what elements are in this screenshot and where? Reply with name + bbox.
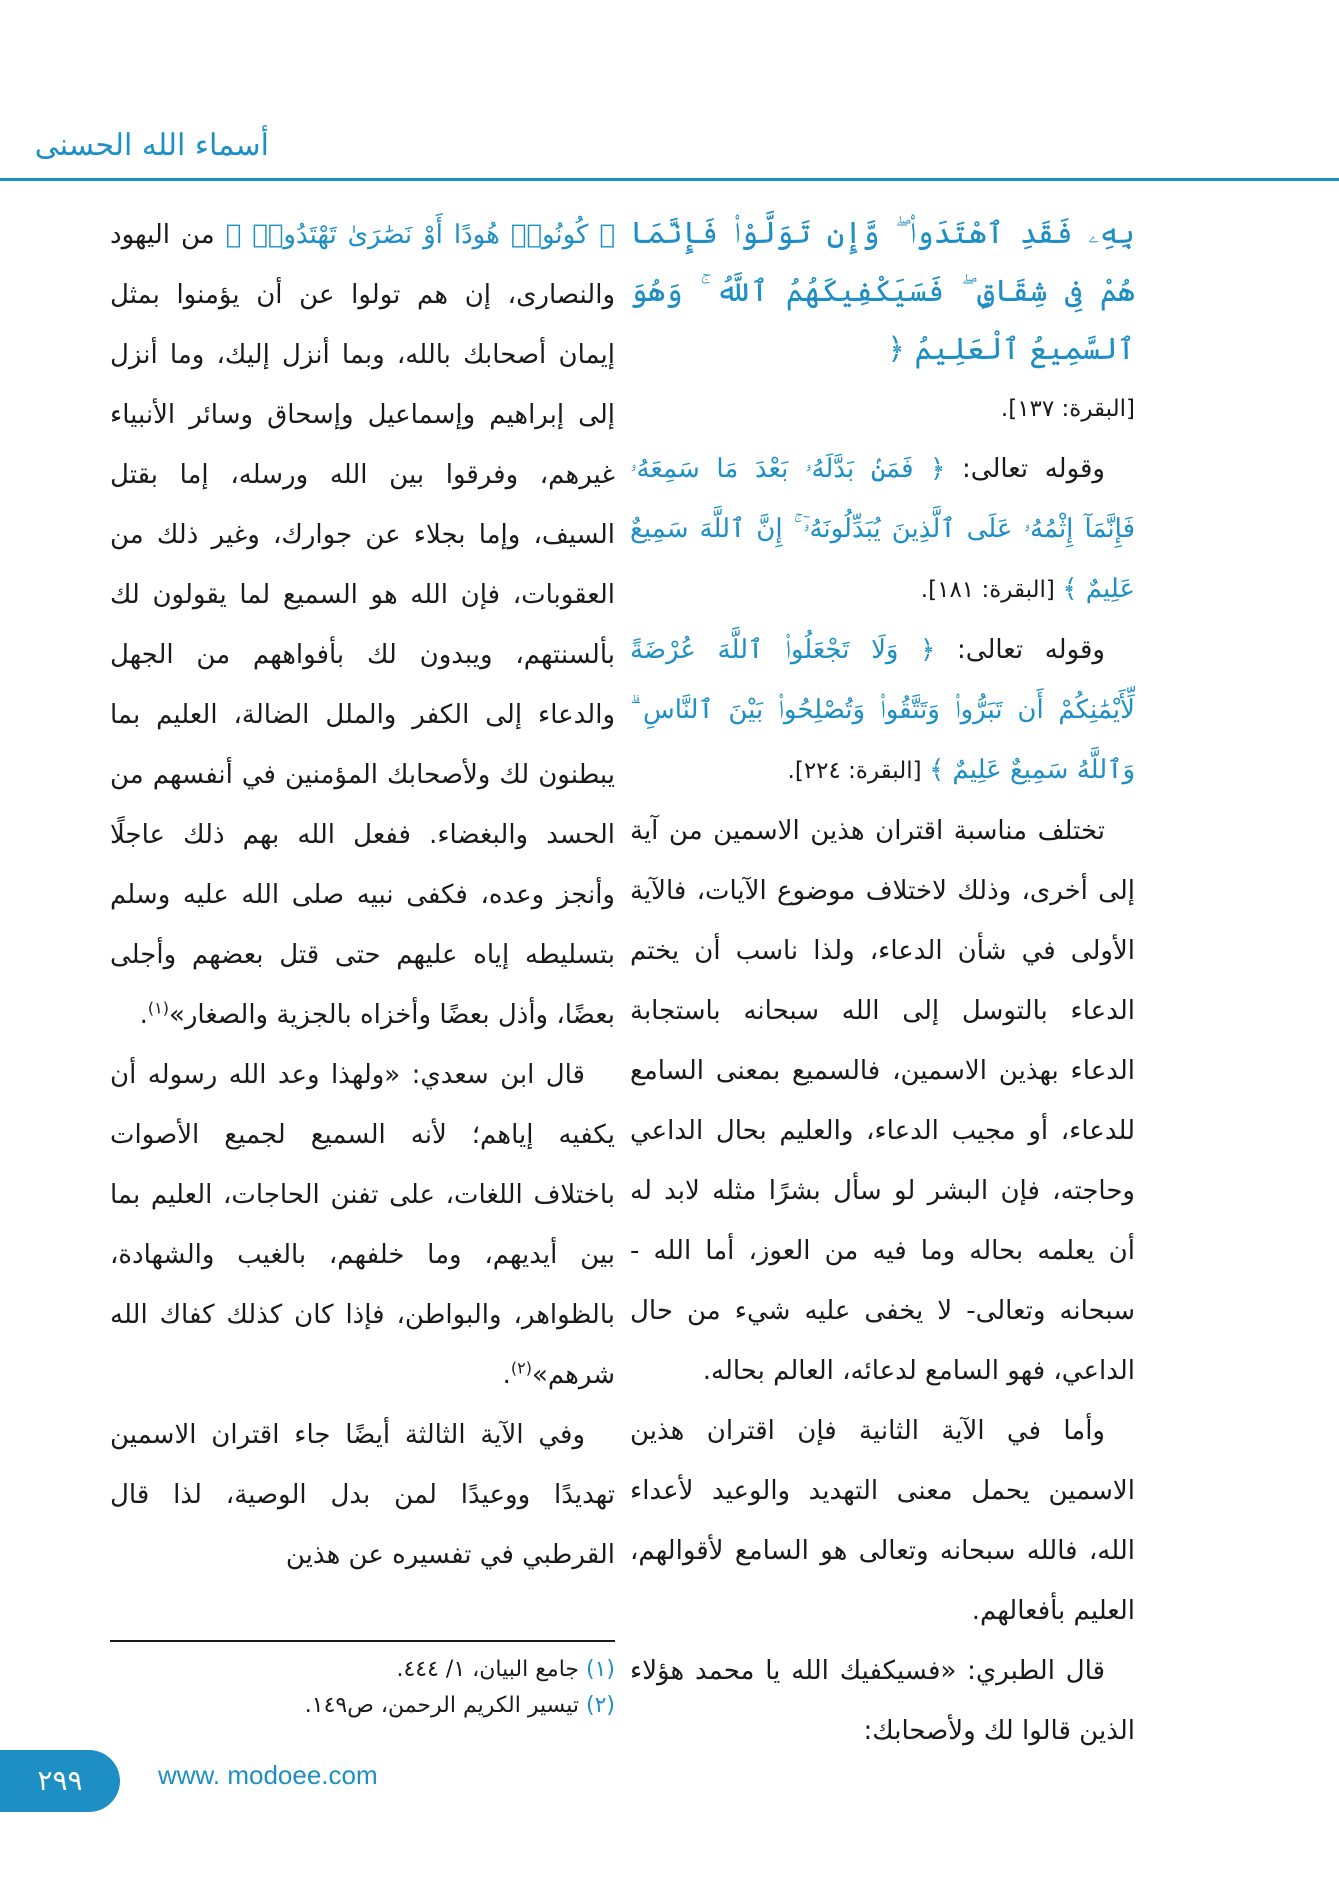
paragraph-second-verse: وأما في الآية الثانية فإن اقتران هذين الاسمين يحمل معنى التهديد والوعيد لأعداء الله، فالله سبحانه وتعالى هو السامع لأقوالهم، العليم بأفعالهم.: [630, 1416, 1135, 1626]
footnotes: [110, 1652, 615, 1724]
verse-137: بِهِۦ فَقَدِ ٱهْتَدَوا۟ ۖ وَّإِن تَوَلَّوْا۟ فَإِنَّمَا هُمْ فِى شِقَاقٍ ۖ فَسَيَكْفِيكَهُمُ ٱللَّهُ ۚ وَهُوَ ٱلسَّمِيعُ ٱلْعَلِيمُ ﴿: [630, 216, 1135, 367]
right-column: [630, 205, 1135, 1761]
page-number-badge: ٢٩٩: [0, 1750, 120, 1812]
page-header-title: أسماء الله الحسنى: [34, 128, 269, 163]
footnote-1: [110, 1652, 615, 1688]
footnote-ref-2[interactable]: (٢): [510, 1358, 532, 1378]
tabari-quote-end: .: [139, 1000, 148, 1030]
left-column: [110, 205, 615, 1585]
verse-181: ﴿ فَمَنۢ بَدَّلَهُۥ بَعْدَ مَا سَمِعَهُۥ فَإِنَّمَآ إِثْمُهُۥ عَلَى ٱلَّذِينَ يُبَدِّلُونَهُۥٓ ۚ إِنَّ ٱللَّهَ سَمِيعٌ عَلِيمٌ ﴾: [630, 454, 1135, 604]
footnote-number: (٢): [585, 1693, 615, 1718]
tabari-quote-text: من اليهود والنصارى، إن هم تولوا عن أن يؤمنوا بمثل إيمان أصحابك بالله، وبما أنزل إليك، وما أنزل إلى إبراهيم وإسماعيل وإسحاق وسائر الأنبياء غيرهم، وفرقوا بين الله ورسله، إما بقتل السيف، وإما بجلاء عن جوارك، وغير ذلك من العقوبات، فإن الله هو السميع لما يقولون لك بألسنتهم، ويبدون لك بأفواههم من الجهل والدعاء إلى الكفر والملل الضالة، العليم بما يبطنون لك ولأصحابك المؤمنين في أنفسهم من الحسد والبغضاء. ففعل الله بهم ذلك عاجلًا وأنجز وعده، فكفى نبيه صلى الله عليه وسلم بتسليطه إياه عليهم حتى قتل بعضهم وأجلى بعضًا، وأذل بعضًا وأخزاه بالجزية والصغار»: [110, 220, 615, 1030]
verse-181-intro: وقوله تعالى:: [945, 454, 1105, 484]
footnote-ref-1[interactable]: (١): [147, 998, 169, 1018]
verse-137-reference: [البقرة: ١٣٧].: [1000, 396, 1135, 422]
website-link[interactable]: www. modoee.com: [158, 1760, 378, 1790]
verse-224-reference: [البقرة: ٢٢٤].: [787, 758, 929, 784]
verse-224: ﴿ وَلَا تَجْعَلُوا۟ ٱللَّهَ عُرْضَةً لِّأَيْمَٰنِكُمْ أَن تَبَرُّوا۟ وَتَتَّقُوا۟ وَتُصْلِحُوا۟ بَيْنَ ٱلنَّاسِ ۗ وَٱللَّهُ سَمِيعٌ عَلِيمٌ ﴾: [630, 635, 1135, 785]
footnote-2: [110, 1688, 615, 1724]
verse-181-reference: [البقرة: ١٨١].: [920, 577, 1063, 603]
verse-224-intro: وقوله تعالى:: [935, 635, 1105, 665]
footnote-text: جامع البيان، ١/ ٤٤٤.: [396, 1657, 586, 1682]
footnote-text: تيسير الكريم الرحمن، ص١٤٩.: [304, 1693, 586, 1718]
paragraph-verse-224: [630, 620, 1135, 801]
paragraph-tabari-quote: [110, 205, 615, 1045]
paragraph-context: تختلف مناسبة اقتران هذين الاسمين من آية إلى أخرى، وذلك لاختلاف موضوع الآيات، فالآية الأولى في شأن الدعاء، ولذا ناسب أن يختم الدعاء بالتوسل إلى الله سبحانه باستجابة الدعاء بهذين الاسمين، فالسميع بمعنى السامع للدعاء، أو مجيب الدعاء، والعليم بحال الداعي وحاجته، فإن البشر لو سأل بشرًا مثله لابد له أن يعلمه بحاله وما فيه من العوز، أما الله - سبحانه وتعالى- لا يخفى عليه شيء من حال الداعي، فهو السامع لدعائه، العالم بحاله.: [630, 816, 1135, 1386]
footnote-number: (١): [585, 1657, 615, 1682]
saadi-quote-text: قال ابن سعدي: «ولهذا وعد الله رسوله أن يكفيه إياهم؛ لأنه السميع لجميع الأصوات باختلاف اللغات، على تفنن الحاجات، العليم بما بين أيديهم، وما خلفهم، بالغيب والشهادة، بالظواهر، والبواطن، فإذا كان كذلك كفاك الله شرهم»: [110, 1060, 615, 1390]
paragraph-saadi: [110, 1045, 615, 1405]
saadi-quote-end: .: [502, 1360, 511, 1390]
paragraph-third-verse: وفي الآية الثالثة أيضًا جاء اقتران الاسمين تهديدًا ووعيدًا لمن بدل الوصية، لذا قال القرطبي في تفسيره عن هذين: [110, 1420, 615, 1570]
verse-135: ﴿ كُونُوا۟ هُودًا أَوْ نَصَٰرَىٰ تَهْتَدُوا۟ ﴾: [225, 220, 616, 250]
paragraph-verse-181: [630, 439, 1135, 620]
paragraph-tabari: قال الطبري: «فسيكفيك الله يا محمد هؤلاء الذين قالوا لك ولأصحابك:: [630, 1656, 1135, 1746]
footnote-divider: [110, 1640, 615, 1642]
header-divider: [0, 178, 1339, 181]
